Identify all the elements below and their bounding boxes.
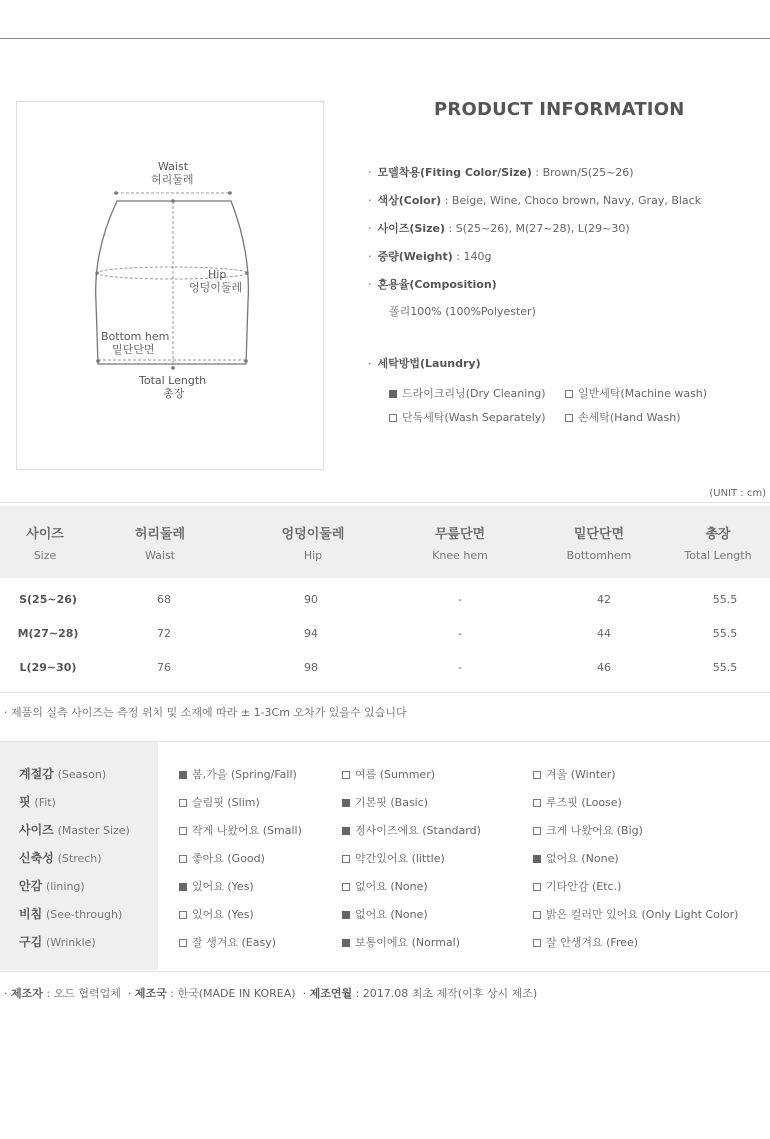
laundry-option[interactable] <box>389 385 546 401</box>
attribute-option[interactable] <box>179 794 260 810</box>
checkbox-checked-icon <box>179 771 187 779</box>
header-en: Bottomhem <box>566 549 632 562</box>
row-knee: - <box>458 627 462 640</box>
attribute-option[interactable] <box>533 850 619 866</box>
attribute-option-label: 좋아요 (Good) <box>192 852 265 865</box>
checkbox-checked-icon <box>533 855 541 863</box>
waist-label-ko: 허리둘레 <box>151 173 194 186</box>
checkbox-checked-icon <box>342 799 350 807</box>
row-length: 55.5 <box>712 627 738 640</box>
size-note: · 제품의 실측 사이즈는 측정 위치 및 소재에 따라 ± 1-3Cm 오차가 있을수 있습니다 <box>4 706 407 719</box>
attribute-option-label: 겨울 (Winter) <box>546 768 616 781</box>
attribute-label <box>19 849 102 866</box>
maker-label: 제조자 <box>11 987 43 1000</box>
size-table-header <box>0 506 770 578</box>
row-knee: - <box>458 661 462 674</box>
skirt-measurement-diagram <box>16 101 324 470</box>
checkbox-empty-icon <box>179 911 187 919</box>
header-length <box>648 523 770 562</box>
attribute-option[interactable] <box>533 878 621 894</box>
checkbox-empty-icon <box>179 827 187 835</box>
composition-value: 폴리100% (100%Polyester) <box>389 305 536 318</box>
attribute-option[interactable] <box>179 766 297 782</box>
attribute-option[interactable] <box>179 850 265 866</box>
hem-label-en: Bottom hem <box>101 330 170 343</box>
info-composition: · 혼용율(Composition) <box>368 278 497 291</box>
checkbox-empty-icon <box>342 883 350 891</box>
attribute-option[interactable] <box>342 794 428 810</box>
checkbox-empty-icon <box>179 939 187 947</box>
attribute-label <box>19 877 85 894</box>
row-size: M(27~28) <box>17 627 79 640</box>
row-size: L(29~30) <box>19 661 77 674</box>
laundry-option[interactable] <box>565 385 707 401</box>
header-en: Hip <box>303 549 323 562</box>
attribute-option[interactable] <box>342 934 460 950</box>
header-knee <box>390 523 530 562</box>
row-length: 55.5 <box>712 661 738 674</box>
attribute-option-label: 루즈핏 (Loose) <box>546 796 622 809</box>
header-ko: 총장 <box>705 527 731 542</box>
row-hip: 94 <box>304 627 318 640</box>
attribute-label <box>19 793 56 810</box>
attribute-option[interactable] <box>533 906 738 922</box>
row-hip: 90 <box>304 593 318 606</box>
info-key: 중량(Weight) <box>377 250 453 263</box>
laundry-option[interactable] <box>565 409 681 425</box>
hip-label-en: Hip <box>208 268 227 281</box>
checkbox-empty-icon <box>533 939 541 947</box>
checkbox-empty-icon <box>533 911 541 919</box>
row-size: S(25~26) <box>19 593 77 606</box>
row-hem: 46 <box>597 661 611 674</box>
attribute-option-label: 보통이에요 (Normal) <box>355 936 461 949</box>
checkbox-empty-icon <box>179 855 187 863</box>
attribute-option-label: 있어요 (Yes) <box>192 880 254 893</box>
header-ko: 밑단단면 <box>573 527 625 542</box>
attribute-option-label: 있어요 (Yes) <box>192 908 254 921</box>
attribute-option-label: 약간있어요 (little) <box>355 852 445 865</box>
info-key: 사이즈(Size) <box>377 222 445 235</box>
header-ko: 허리둘레 <box>134 527 186 542</box>
checkbox-empty-icon <box>533 883 541 891</box>
length-label-en: Total Length <box>139 374 207 387</box>
checkbox-empty-icon <box>342 855 350 863</box>
attribute-option[interactable] <box>533 794 622 810</box>
info-weight: · 중량(Weight) : 140g <box>368 250 492 263</box>
row-hem: 44 <box>597 627 611 640</box>
attribute-label <box>19 933 96 950</box>
attribute-ko: 비침 <box>19 907 43 921</box>
attribute-option-label: 밝은 컬러만 있어요 (Only Light Color) <box>546 908 739 921</box>
attribute-option[interactable] <box>342 822 481 838</box>
laundry-option-label: 드라이크리닝(Dry Cleaning) <box>402 387 546 400</box>
waist-label-en: Waist <box>158 160 189 173</box>
footer-divider <box>0 971 770 972</box>
attribute-label <box>19 821 130 838</box>
date-label: 제조연월 <box>309 987 353 1000</box>
attribute-option-label: 정사이즈에요 (Standard) <box>355 824 481 837</box>
laundry-option-label: 손세탁(Hand Wash) <box>578 411 681 424</box>
attribute-option-label: 없어요 (None) <box>355 908 428 921</box>
attribute-option[interactable] <box>533 934 638 950</box>
attribute-option[interactable] <box>342 850 445 866</box>
laundry-option[interactable] <box>389 409 546 425</box>
attribute-option-label: 슬림핏 (Slim) <box>192 796 260 809</box>
attribute-option-label: 봄,가을 (Spring/Fall) <box>192 768 297 781</box>
checkbox-checked-icon <box>179 883 187 891</box>
attribute-option-label: 잘 생겨요 (Easy) <box>192 936 277 949</box>
length-label-ko: 총장 <box>163 387 185 400</box>
unit-label: (UNIT : cm) <box>709 488 766 499</box>
info-fitting: · 모델착용(Fiting Color/Size) : Brown/S(25~26) <box>368 166 634 179</box>
checkbox-checked-icon <box>342 939 350 947</box>
checkbox-empty-icon <box>389 414 397 422</box>
header-en: Knee hem <box>432 549 488 562</box>
row-hip: 98 <box>304 661 318 674</box>
attribute-option-label: 작게 나왔어요 (Small) <box>192 824 302 837</box>
country-value: 한국(MADE IN KOREA) <box>177 987 296 1000</box>
checkbox-empty-icon <box>533 827 541 835</box>
attribute-ko: 계절감 <box>19 767 54 781</box>
attribute-en: (See-through) <box>46 908 123 921</box>
laundry-option-label: 단독세탁(Wash Separately) <box>402 411 546 424</box>
header-en: Total Length <box>684 549 752 562</box>
attribute-en: (Master Size) <box>57 824 130 837</box>
attribute-ko: 안감 <box>19 879 43 893</box>
attribute-option-label: 크게 나왔어요 (Big) <box>546 824 643 837</box>
table-top-divider <box>0 502 770 503</box>
header-en: Size <box>33 549 57 562</box>
info-key: 모델착용(Fiting Color/Size) <box>377 166 532 179</box>
attribute-option[interactable] <box>342 766 435 782</box>
attribute-option[interactable] <box>533 766 616 782</box>
page-title: PRODUCT INFORMATION <box>434 99 685 120</box>
attribute-option[interactable] <box>179 822 302 838</box>
attribute-option-label: 없어요 (None) <box>546 852 619 865</box>
laundry-option-label: 일반세탁(Machine wash) <box>578 387 708 400</box>
top-divider <box>0 38 770 39</box>
header-ko: 엉덩이둘레 <box>281 527 345 542</box>
info-key: 혼용율(Composition) <box>377 278 497 291</box>
attribute-option[interactable] <box>179 934 276 950</box>
header-ko: 사이즈 <box>26 527 64 542</box>
row-waist: 76 <box>157 661 171 674</box>
checkbox-empty-icon <box>533 799 541 807</box>
hem-label-ko: 밑단단면 <box>112 343 155 356</box>
header-ko: 무릎단면 <box>434 527 486 542</box>
attribute-option-label: 없어요 (None) <box>355 880 428 893</box>
header-en: Waist <box>144 549 175 562</box>
info-size: · 사이즈(Size) : S(25~26), M(27~28), L(29~30) <box>368 222 630 235</box>
attribute-option-label: 기본핏 (Basic) <box>355 796 429 809</box>
country-label: 제조국 <box>134 987 167 1000</box>
attribute-option[interactable] <box>342 906 428 922</box>
header-hip <box>243 523 383 562</box>
attribute-en: (Fit) <box>34 796 56 809</box>
hip-label-ko: 엉덩이둘레 <box>189 281 243 294</box>
manufacturer-info: · 제조자 : 오드 협력업체 · 제조국 : 한국(MADE IN KOREA) · 제조연월 : 2017.08 최초 제작(이후 상시 제조) <box>4 987 538 1000</box>
attribute-option-label: 잘 안생겨요 (Free) <box>546 936 639 949</box>
attribute-en: (Wrinkle) <box>46 936 96 949</box>
row-knee: - <box>458 593 462 606</box>
attribute-en: (Season) <box>57 768 107 781</box>
attribute-option[interactable] <box>342 878 428 894</box>
attribute-label <box>19 905 122 922</box>
attribute-ko: 핏 <box>19 795 31 809</box>
info-value: Beige, Wine, Choco brown, Navy, Gray, Black <box>451 194 702 207</box>
attribute-en: (lining) <box>46 880 85 893</box>
row-hem: 42 <box>597 593 611 606</box>
info-key: 색상(Color) <box>377 194 442 207</box>
attribute-option[interactable] <box>179 906 254 922</box>
checkbox-checked-icon <box>342 827 350 835</box>
maker-value: 오드 협력업체 <box>53 987 121 1000</box>
info-value: 140g <box>463 250 492 263</box>
attribute-option-label: 여름 (Summer) <box>355 768 436 781</box>
laundry-title: 세탁방법(Laundry) <box>377 357 481 370</box>
attribute-option[interactable] <box>179 878 254 894</box>
table-bottom-divider <box>0 692 770 693</box>
checkbox-checked-icon <box>389 390 397 398</box>
skirt-outline-graphic <box>17 102 325 471</box>
info-value: S(25~26), M(27~28), L(29~30) <box>455 222 630 235</box>
checkbox-empty-icon <box>565 414 573 422</box>
laundry-heading: · 세탁방법(Laundry) <box>368 357 481 370</box>
attribute-en: (Strech) <box>57 852 102 865</box>
checkbox-checked-icon <box>342 911 350 919</box>
attribute-option-label: 기타안감 (Etc.) <box>546 880 622 893</box>
date-value: 2017.08 최초 제작(이후 상시 제조) <box>362 987 538 1000</box>
attribute-ko: 사이즈 <box>19 823 54 837</box>
info-color: · 색상(Color) : Beige, Wine, Choco brown, Navy, Gray, Black <box>368 194 702 207</box>
checkbox-empty-icon <box>342 771 350 779</box>
header-waist <box>90 523 230 562</box>
row-waist: 68 <box>157 593 171 606</box>
row-waist: 72 <box>157 627 171 640</box>
attribute-ko: 신축성 <box>19 851 54 865</box>
attribute-label <box>19 765 106 782</box>
checkbox-empty-icon <box>565 390 573 398</box>
row-length: 55.5 <box>712 593 738 606</box>
attribute-option[interactable] <box>533 822 643 838</box>
checkbox-empty-icon <box>533 771 541 779</box>
checkbox-empty-icon <box>179 799 187 807</box>
info-value: Brown/S(25~26) <box>542 166 634 179</box>
attribute-ko: 구김 <box>19 935 43 949</box>
